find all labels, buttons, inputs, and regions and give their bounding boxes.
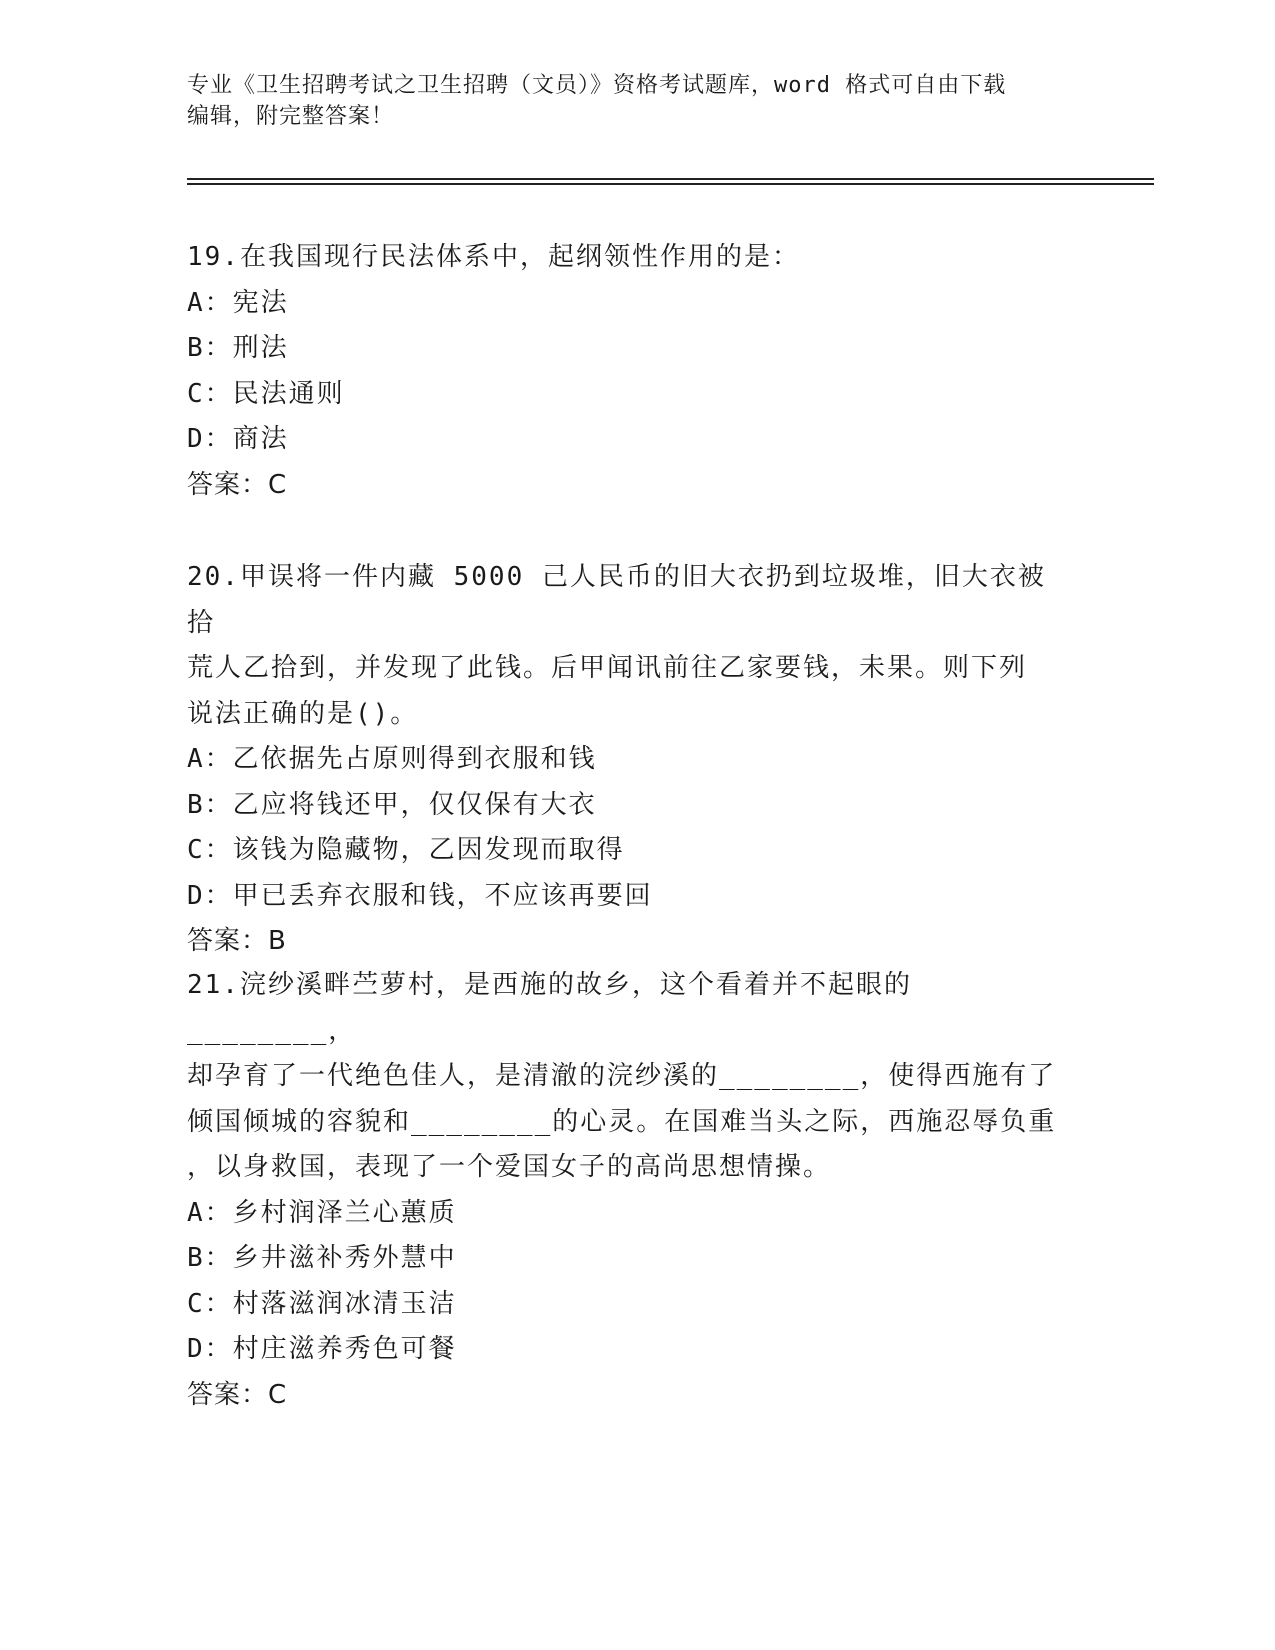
option-c: C：村落滋润冰清玉洁 (187, 1288, 457, 1319)
answer: 答案：C (187, 469, 288, 500)
header-divider-bottom (187, 183, 1154, 185)
option-c: C：该钱为隐藏物，乙因发现而取得 (187, 835, 625, 865)
option-b: B：刑法 (187, 333, 289, 363)
option-d: D：甲已丢弃衣服和钱，不应该再要回 (187, 880, 653, 911)
answer: 答案：B (187, 926, 287, 956)
question-21 (187, 963, 1067, 1418)
option-b: B：乙应将钱还甲，仅仅保有大衣 (187, 789, 597, 820)
header-line-1: 专业《卫生招聘考试之卫生招聘（文员）》资格考试题库，word 格式可自由下载 (187, 73, 1007, 98)
question-stem-line: 说法正确的是()。 (187, 698, 419, 729)
document-header (187, 70, 1067, 132)
option-c: C：民法通则 (187, 378, 345, 409)
option-b: B：乡井滋补秀外慧中 (187, 1243, 457, 1273)
question-stem-line: ，以身救国，表现了一个爱国女子的高尚思想情操。 (187, 1152, 832, 1182)
question-20 (187, 555, 1067, 965)
question-stem-line: 21.浣纱溪畔苎萝村，是西施的故乡，这个看着并不起眼的________， (187, 970, 912, 1046)
question-19 (187, 235, 1067, 508)
header-divider-top (187, 178, 1154, 180)
question-stem-line: 倾国倾城的容貌和________的心灵。在国难当头之际，西施忍辱负重 (187, 1106, 1057, 1137)
question-stem-line: 却孕育了一代绝色佳人，是清澈的浣纱溪的________，使得西施有了 (187, 1061, 1057, 1091)
question-stem-line: 荒人乙拾到，并发现了此钱。后甲闻讯前往乙家要钱，未果。则下列 (187, 653, 1028, 683)
option-a: A：乡村润泽兰心蕙质 (187, 1197, 457, 1228)
option-a: A：乙依据先占原则得到衣服和钱 (187, 744, 597, 774)
header-line-2: 编辑，附完整答案！ (187, 104, 395, 129)
question-stem-line: 19.在我国现行民法体系中，起纲领性作用的是： (187, 242, 800, 272)
option-d: D：商法 (187, 424, 289, 454)
option-d: D：村庄滋养秀色可餐 (187, 1334, 457, 1364)
answer: 答案：C (187, 1379, 288, 1410)
question-stem-line: 20.甲误将一件内藏 5000 己人民币的旧大衣扔到垃圾堆，旧大衣被拾 (187, 562, 1046, 638)
option-a: A：宪法 (187, 287, 289, 318)
